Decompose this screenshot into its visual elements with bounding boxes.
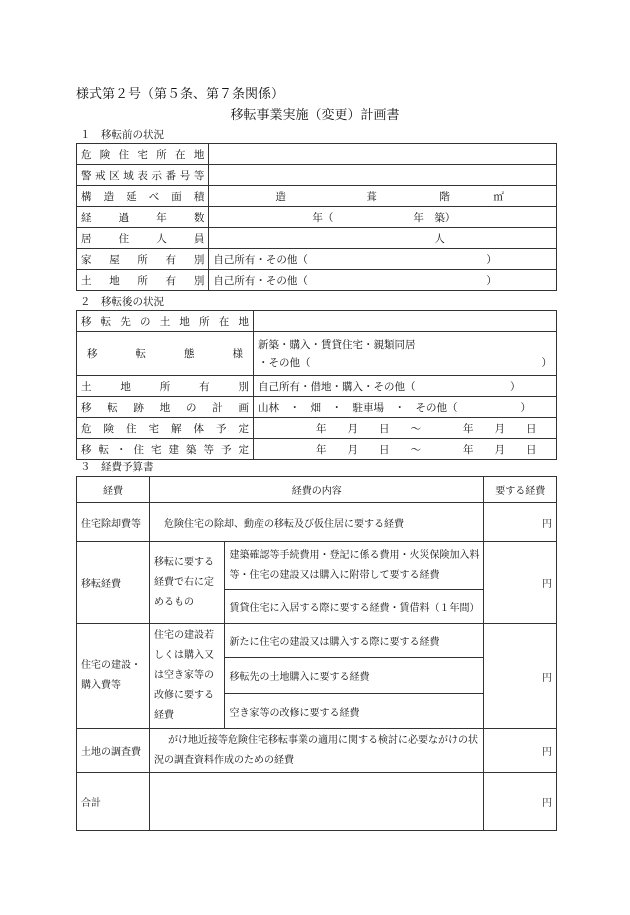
row-value (254, 332, 557, 376)
table-row (77, 729, 557, 773)
cost-name: 合計 (77, 773, 150, 831)
table-row (77, 542, 557, 590)
row-value (254, 311, 557, 332)
row-label: 移転態様 (77, 332, 254, 376)
table-row (77, 311, 557, 332)
cost-content-empty (149, 773, 484, 831)
header-amount: 要する経費 (484, 477, 557, 503)
cost-item: 空き家等の改修に要する経費 (225, 694, 484, 729)
cost-sub: 住宅の建設若しくは購入又は空き家等の改修に要する経費 (149, 624, 225, 729)
row-value (209, 228, 557, 249)
built-year-label: 年 築） (413, 212, 456, 224)
table-row (77, 228, 557, 249)
table-row (77, 376, 557, 397)
yen-label: 円 (484, 624, 557, 729)
relocation-mode-line2: ・その他（ ） (258, 356, 552, 369)
row-label: 構造延べ面積 (77, 186, 209, 207)
cost-name: 土地の調査費 (77, 729, 150, 773)
row-label: 危険住宅所在地 (77, 144, 209, 165)
table-row (77, 439, 557, 460)
row-value: 自己所有・その他（ ） (209, 249, 557, 270)
cost-content: 危険住宅の除却、動産の移転及び仮住居に要する経費 (149, 503, 484, 542)
table-row (77, 207, 557, 228)
yen-label: 円 (484, 773, 557, 831)
row-label: 土地所有別 (77, 376, 254, 397)
structure-label: 造 (275, 191, 286, 203)
table-row (77, 503, 557, 542)
section2-table (76, 310, 557, 460)
section1-table (76, 143, 557, 291)
row-label: 家屋所有別 (77, 249, 209, 270)
cost-item: 新たに住宅の建設又は購入する際に要する経費 (225, 624, 484, 658)
cost-item: 移転先の土地購入に要する経費 (225, 658, 484, 694)
row-label: 移転・住宅建築等予定 (77, 439, 254, 460)
row-value: 自己所有・その他（ ） (209, 270, 557, 291)
page-title: 移転事業実施（変更）計画書 (230, 108, 400, 123)
relocation-mode-line1: 新築・購入・賃貸住宅・親類同居 (258, 338, 416, 351)
header-content: 経費の内容 (149, 477, 484, 503)
table-row (77, 477, 557, 503)
row-label: 移転跡地の計画 (77, 397, 254, 418)
section3-heading: ３ 経費予算書 (80, 461, 154, 473)
row-label: 土地所有別 (77, 270, 209, 291)
residents-unit: 人 (434, 233, 445, 245)
row-value: 山林 ・ 畑 ・ 駐車場 ・ その他（ ） (254, 397, 557, 418)
row-label: 危険住宅解体予定 (77, 418, 254, 439)
table-row (77, 270, 557, 291)
row-value: 年 月 日 ～ 年 月 日 (254, 418, 557, 439)
table-row (77, 773, 557, 831)
floors-label: 階 (439, 191, 450, 203)
row-value (209, 207, 557, 228)
table-row (77, 332, 557, 376)
table-row (77, 165, 557, 186)
table-row (77, 144, 557, 165)
table-row (77, 186, 557, 207)
yen-label: 円 (484, 503, 557, 542)
row-value (209, 165, 557, 186)
row-value: 年 月 日 ～ 年 月 日 (254, 439, 557, 460)
area-unit: ㎡ (493, 191, 504, 203)
cost-name: 住宅除却費等 (77, 503, 150, 542)
cost-item: 賃貸住宅に入居する際に要する経費・賃借料（１年間） (225, 590, 484, 624)
cost-name: 住宅の建設・購入費等 (77, 624, 150, 729)
section2-heading: ２ 移転後の状況 (80, 296, 164, 308)
table-row (77, 249, 557, 270)
table-row (77, 418, 557, 439)
form-number: 様式第２号（第５条、第７条関係） (76, 87, 285, 102)
yen-label: 円 (484, 729, 557, 773)
budget-table (76, 476, 557, 831)
cost-sub: 移転に要する経費で右に定めるもの (149, 542, 225, 624)
cost-name: 移転経費 (77, 542, 150, 624)
table-row (77, 397, 557, 418)
row-value (209, 144, 557, 165)
years-label: 年（ (312, 212, 334, 224)
row-value (209, 186, 557, 207)
row-label: 居住人員 (77, 228, 209, 249)
cost-content: がけ地近接等危険住宅移転事業の適用に関する検討に必要ながけの状況の調査資料作成のための経費 (149, 729, 484, 773)
roof-label: 葺 (366, 191, 377, 203)
row-label: 警戒区域表示番号等 (77, 165, 209, 186)
row-value: 自己所有・借地・購入・その他（ ） (254, 376, 557, 397)
cost-item: 建築確認等手続費用・登記に係る費用・火災保険加入料等・住宅の建設又は購入に附帯して要する経費 (225, 542, 484, 590)
row-label: 移転先の土地所在地 (77, 311, 254, 332)
section1-heading: １ 移転前の状況 (80, 129, 164, 141)
row-label: 経過年数 (77, 207, 209, 228)
table-row (77, 624, 557, 658)
yen-label: 円 (484, 542, 557, 624)
header-cost: 経費 (77, 477, 150, 503)
